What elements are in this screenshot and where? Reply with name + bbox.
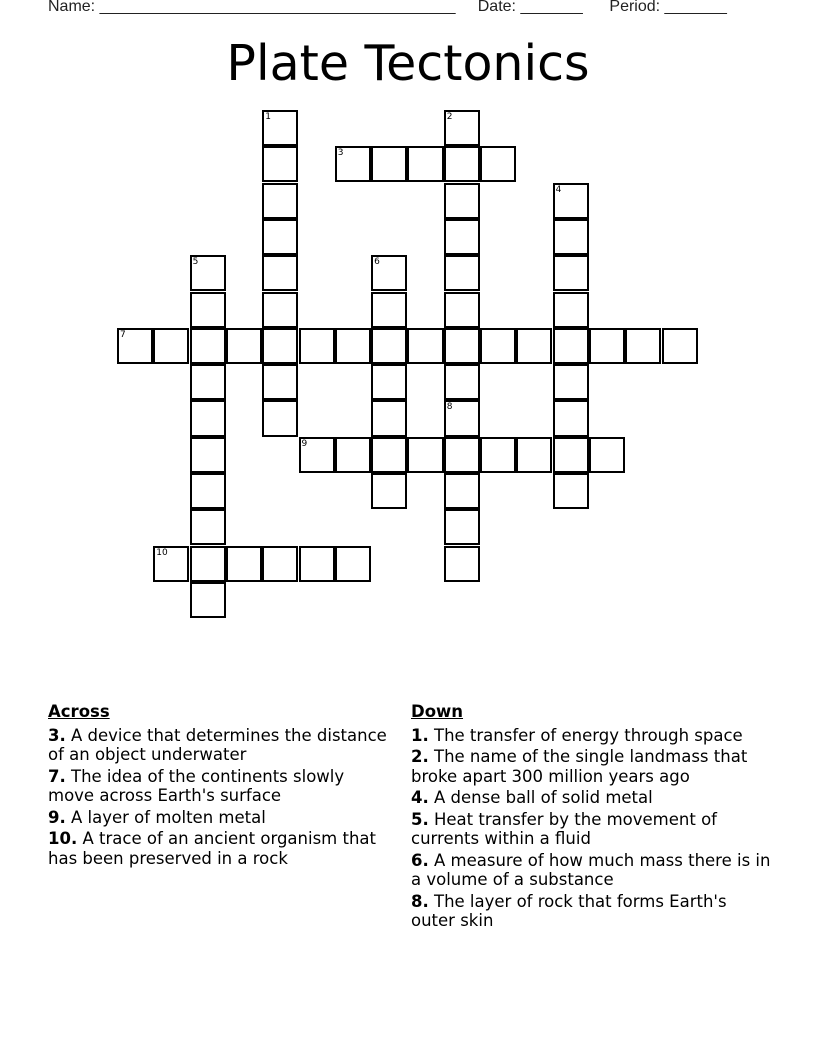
crossword-cell[interactable] xyxy=(553,437,589,473)
cell-number: 10 xyxy=(156,547,168,558)
crossword-cell[interactable] xyxy=(553,183,589,219)
crossword-cell[interactable] xyxy=(299,546,335,582)
crossword-cell[interactable] xyxy=(444,473,480,509)
crossword-cell[interactable] xyxy=(444,255,480,291)
crossword-cell[interactable] xyxy=(444,292,480,328)
crossword-cell[interactable] xyxy=(480,328,516,364)
clue-text: The transfer of energy through space xyxy=(428,725,743,745)
crossword-cell[interactable] xyxy=(190,473,226,509)
clue-text: A measure of how much mass there is in a volume of a substance xyxy=(411,850,771,889)
crossword-cell[interactable] xyxy=(335,146,371,182)
clue-number: 2. xyxy=(411,747,429,766)
clue-number: 10. xyxy=(48,829,78,848)
clue-text: A trace of an ancient organism that has been preserved in a rock xyxy=(48,829,376,868)
crossword-cell[interactable] xyxy=(262,219,298,255)
crossword-cell[interactable] xyxy=(553,219,589,255)
clue-text: The layer of rock that forms Earth's outer skin xyxy=(411,891,727,930)
crossword-cell[interactable] xyxy=(262,255,298,291)
crossword-cell[interactable] xyxy=(407,146,443,182)
crossword-cell[interactable] xyxy=(299,437,335,473)
down-clue xyxy=(411,747,771,786)
crossword-cell[interactable] xyxy=(516,437,552,473)
page-title: Plate Tectonics xyxy=(226,35,590,92)
crossword-cell[interactable] xyxy=(153,546,189,582)
crossword-cell[interactable] xyxy=(553,400,589,436)
date-field-label[interactable]: Date: _______ xyxy=(477,0,583,15)
crossword-cell[interactable] xyxy=(117,328,153,364)
cell-number: 8 xyxy=(446,402,453,413)
crossword-cell[interactable] xyxy=(262,146,298,182)
crossword-cell[interactable] xyxy=(262,292,298,328)
crossword-cell[interactable] xyxy=(335,437,371,473)
crossword-cell[interactable] xyxy=(371,400,407,436)
clue-number: 7. xyxy=(48,766,66,786)
clue-number: 4. xyxy=(411,788,429,807)
clue-number: 8. xyxy=(411,891,429,911)
down-clue xyxy=(411,810,771,849)
crossword-cell[interactable] xyxy=(371,292,407,328)
cell-number: 5 xyxy=(192,257,199,268)
down-clue xyxy=(411,892,771,931)
crossword-cell[interactable] xyxy=(190,328,226,364)
crossword-cell[interactable] xyxy=(444,328,480,364)
crossword-cell[interactable] xyxy=(553,364,589,400)
clue-number: 3. xyxy=(48,725,66,745)
across-heading: Across xyxy=(48,702,110,721)
clue-number: 6. xyxy=(411,850,429,870)
down-clue xyxy=(411,788,771,808)
crossword-cell[interactable] xyxy=(262,546,298,582)
crossword-cell[interactable] xyxy=(190,292,226,328)
crossword-cell[interactable] xyxy=(553,292,589,328)
crossword-cell[interactable] xyxy=(444,146,480,182)
period-field-label[interactable]: Period: _______ xyxy=(609,0,727,15)
clue-number: 9. xyxy=(48,807,66,827)
cell-number: 2 xyxy=(446,112,453,122)
cell-number: 1 xyxy=(265,112,271,122)
across-clue xyxy=(48,829,393,868)
crossword-cell[interactable] xyxy=(262,328,298,364)
crossword-cell[interactable] xyxy=(444,110,480,146)
cell-number: 6 xyxy=(374,257,380,268)
name-field-label[interactable]: Name: ________________________________________ xyxy=(48,0,456,15)
crossword-cell[interactable] xyxy=(153,328,189,364)
crossword-cell[interactable] xyxy=(444,546,480,582)
crossword-cell[interactable] xyxy=(407,437,443,473)
crossword-cell[interactable] xyxy=(444,437,480,473)
crossword-cell[interactable] xyxy=(371,437,407,473)
crossword-cell[interactable] xyxy=(262,364,298,400)
cell-number: 3 xyxy=(337,148,344,159)
crossword-cell[interactable] xyxy=(335,546,371,582)
clue-text: A layer of molten metal xyxy=(65,807,266,827)
crossword-cell[interactable] xyxy=(190,582,226,618)
crossword-cell[interactable] xyxy=(553,255,589,291)
crossword-cell[interactable] xyxy=(589,328,625,364)
clue-text: The name of the single landmass that broke apart 300 million years ago xyxy=(411,747,748,786)
crossword-cell[interactable] xyxy=(480,146,516,182)
clue-number: 1. xyxy=(411,725,429,745)
clue-text: Heat transfer by the movement of currents within a fluid xyxy=(411,809,717,848)
crossword-cell[interactable] xyxy=(190,255,226,291)
crossword-cell[interactable] xyxy=(190,400,226,436)
crossword-cell[interactable] xyxy=(662,328,698,364)
crossword-cell[interactable] xyxy=(371,473,407,509)
down-clues xyxy=(411,702,771,933)
clue-number: 5. xyxy=(411,809,429,829)
crossword-cell[interactable] xyxy=(262,400,298,436)
crossword-cell[interactable] xyxy=(262,110,298,146)
down-clue xyxy=(411,726,771,746)
crossword-cell[interactable] xyxy=(335,328,371,364)
crossword-cell[interactable] xyxy=(553,473,589,509)
crossword-cell[interactable] xyxy=(190,546,226,582)
crossword-cell[interactable] xyxy=(480,437,516,473)
clue-text: The idea of the continents slowly move across Earth's surface xyxy=(48,766,345,805)
crossword-cell[interactable] xyxy=(190,437,226,473)
crossword-cell[interactable] xyxy=(190,364,226,400)
crossword-cell[interactable] xyxy=(226,546,262,582)
cell-number: 4 xyxy=(555,184,562,195)
crossword-cell[interactable] xyxy=(299,328,335,364)
crossword-cell[interactable] xyxy=(516,328,552,364)
down-heading: Down xyxy=(411,702,464,721)
crossword-cell[interactable] xyxy=(371,328,407,364)
crossword-cell[interactable] xyxy=(589,437,625,473)
across-clue xyxy=(48,808,393,828)
crossword-cell[interactable] xyxy=(226,328,262,364)
crossword-cell[interactable] xyxy=(444,400,480,436)
crossword-cell[interactable] xyxy=(444,219,480,255)
crossword-cell[interactable] xyxy=(625,328,661,364)
crossword-cell[interactable] xyxy=(371,146,407,182)
cell-number: 7 xyxy=(120,329,126,340)
crossword-cell[interactable] xyxy=(444,183,480,219)
crossword-cell[interactable] xyxy=(444,364,480,400)
crossword-cell[interactable] xyxy=(371,255,407,291)
clue-text: A device that determines the distance of an object underwater xyxy=(48,725,387,764)
across-clue xyxy=(48,767,393,806)
across-clue xyxy=(48,726,393,765)
cell-number: 9 xyxy=(301,438,308,449)
clue-text: A dense ball of solid metal xyxy=(428,788,653,807)
crossword-cell[interactable] xyxy=(553,328,589,364)
crossword-cell[interactable] xyxy=(371,364,407,400)
crossword-cell[interactable] xyxy=(407,328,443,364)
down-clue xyxy=(411,851,771,890)
across-clues xyxy=(48,702,393,870)
crossword-cell[interactable] xyxy=(262,183,298,219)
crossword-cell[interactable] xyxy=(444,509,480,545)
crossword-cell[interactable] xyxy=(190,509,226,545)
